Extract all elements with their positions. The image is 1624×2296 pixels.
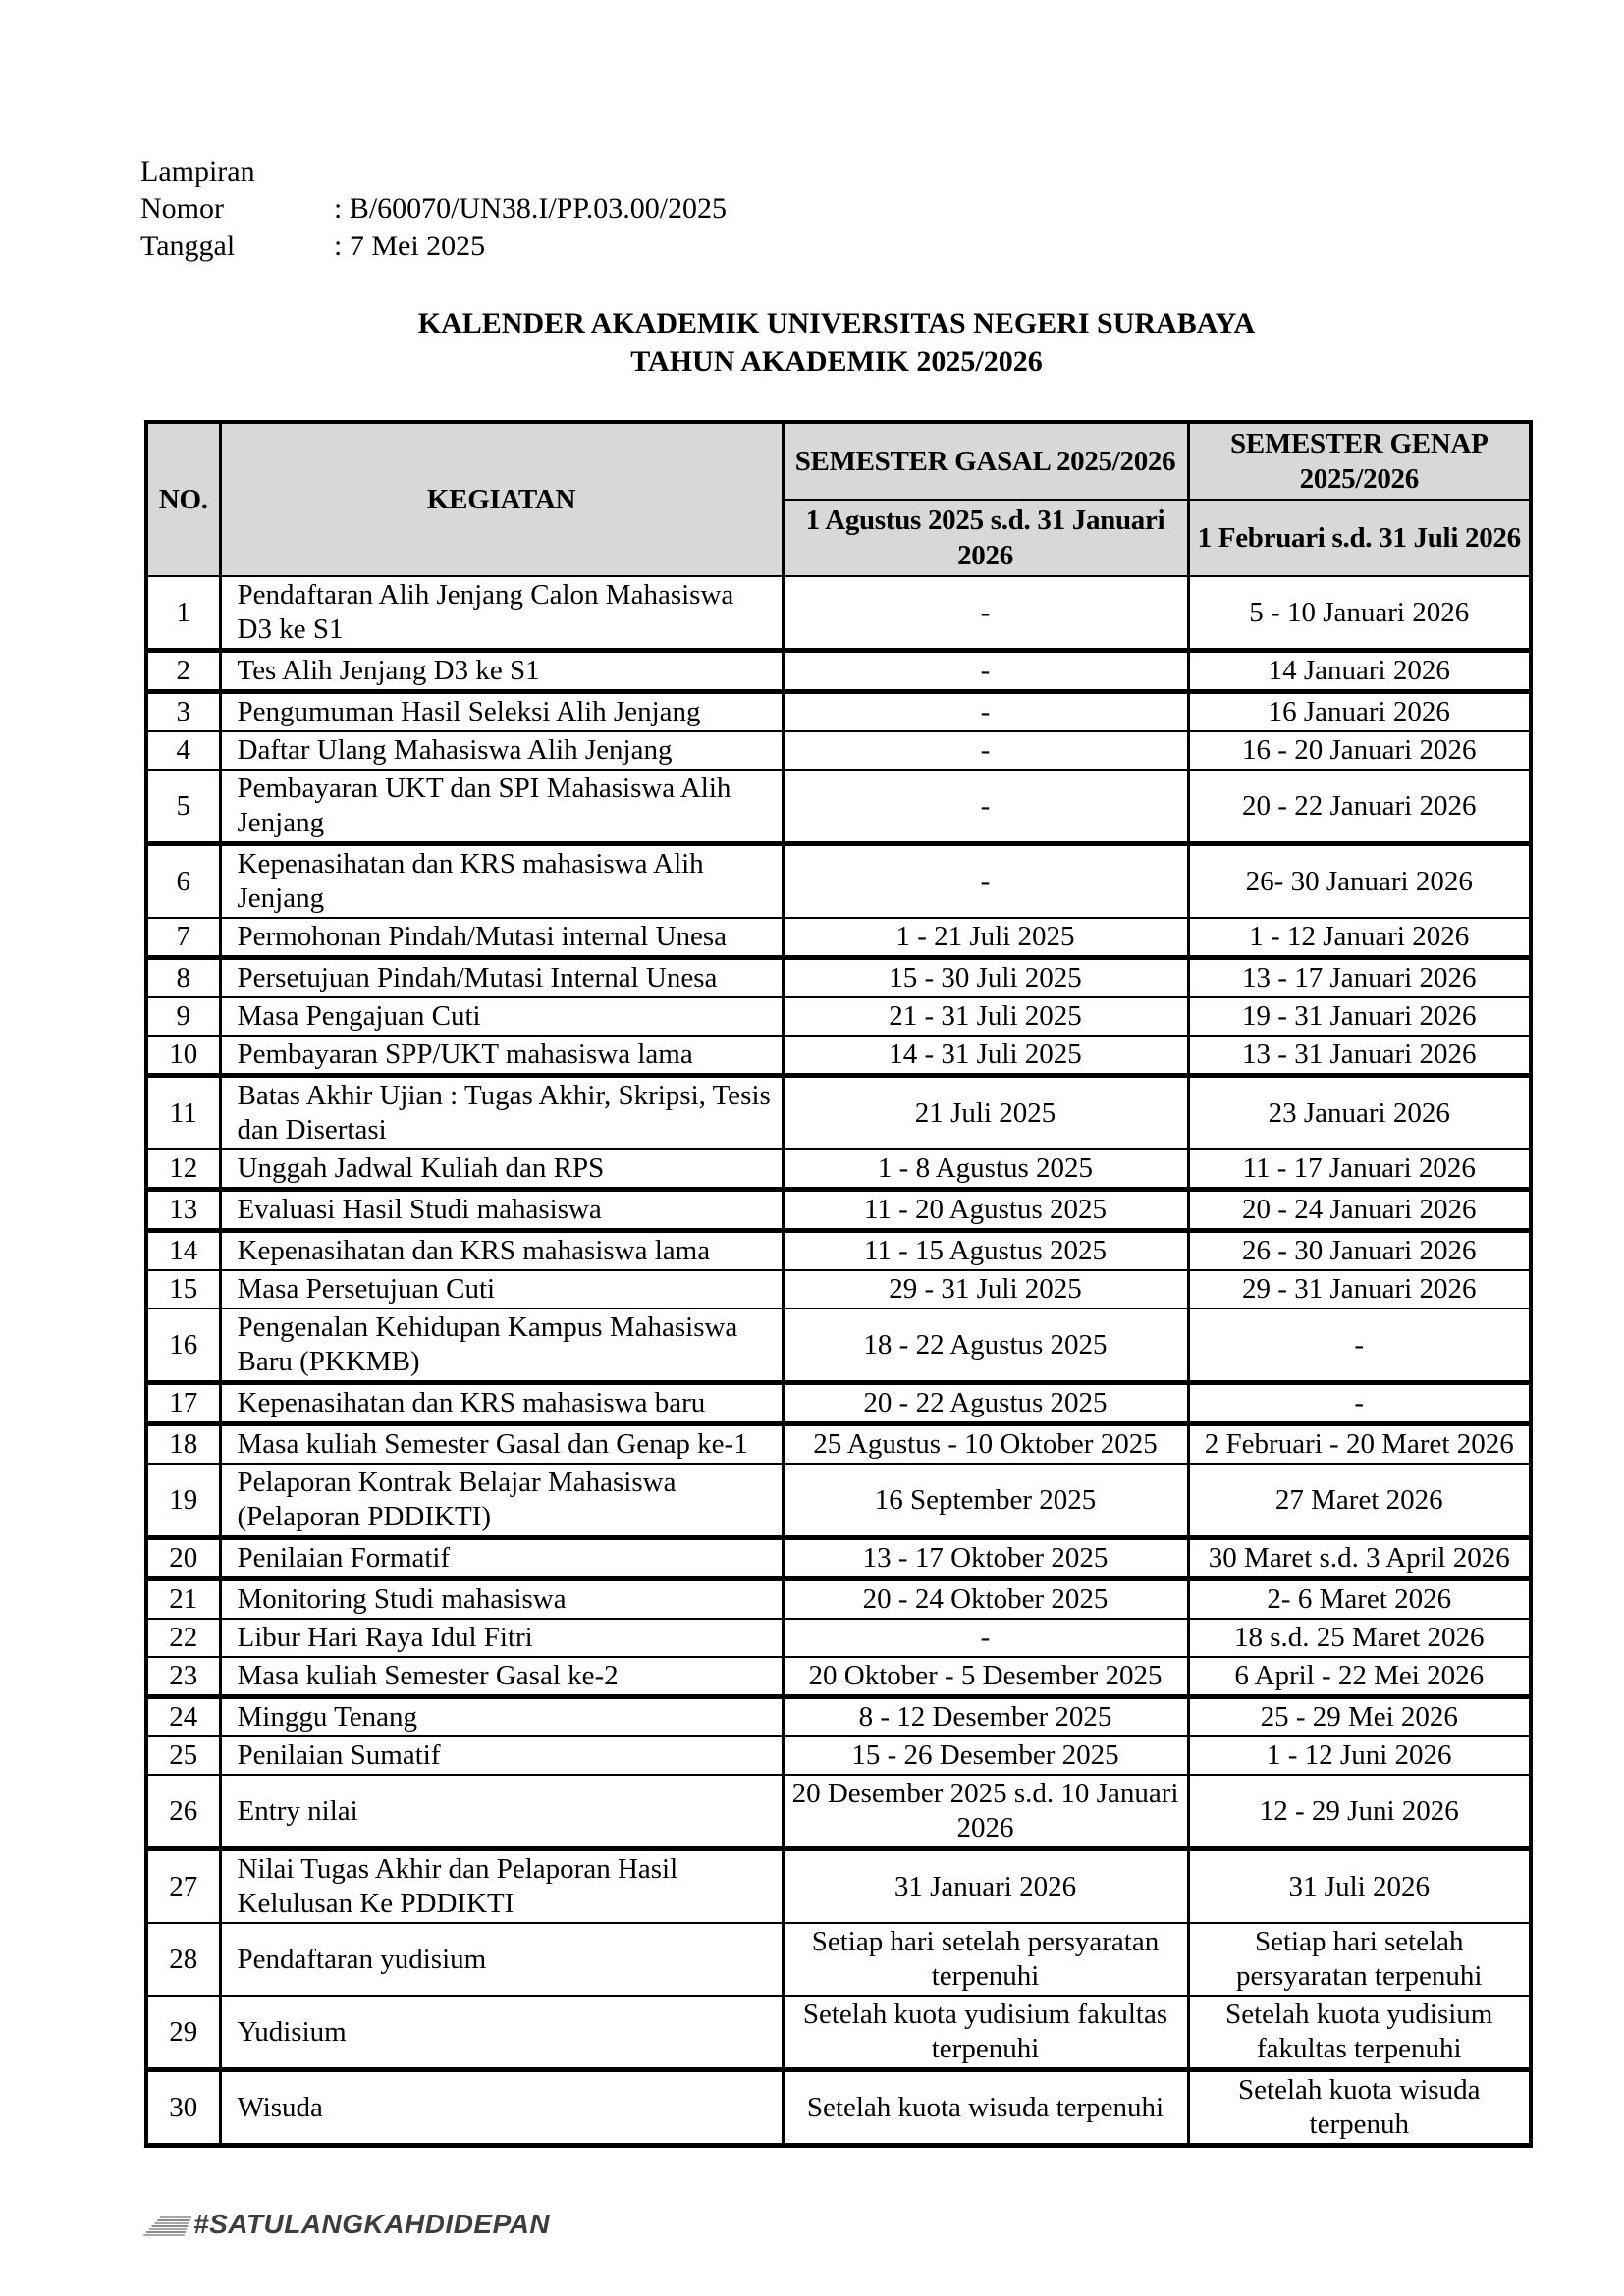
gasal-date-cell: 21 - 31 Juli 2025	[783, 997, 1188, 1036]
activity-cell: Penilaian Formatif	[220, 1538, 783, 1579]
table-row	[146, 1270, 1531, 1308]
nomor-value: : B/60070/UN38.I/PP.03.00/2025	[334, 192, 728, 225]
activity-cell: Pelaporan Kontrak Belajar Mahasiswa (Pelaporan PDDIKTI)	[220, 1464, 783, 1538]
row-number-cell: 15	[146, 1270, 220, 1308]
footer-tagline	[139, 2211, 550, 2238]
genap-date-cell: 31 Juli 2026	[1188, 1849, 1531, 1924]
nomor-label: Nomor	[140, 192, 224, 225]
genap-date-cell: 26 - 30 Januari 2026	[1188, 1231, 1531, 1271]
table-row	[146, 1996, 1531, 2070]
row-number-cell: 10	[146, 1036, 220, 1076]
genap-date-cell: 26- 30 Januari 2026	[1188, 844, 1531, 919]
table-row	[146, 651, 1531, 692]
table-row	[146, 1697, 1531, 1737]
activity-cell: Minggu Tenang	[220, 1697, 783, 1737]
row-number-cell: 19	[146, 1464, 220, 1538]
row-number-cell: 2	[146, 651, 220, 692]
row-number-cell: 18	[146, 1424, 220, 1465]
row-number-cell: 1	[146, 576, 220, 651]
activity-cell: Unggah Jadwal Kuliah dan RPS	[220, 1149, 783, 1190]
gasal-date-cell: Setiap hari setelah persyaratan terpenuhi	[783, 1923, 1188, 1996]
col-header-gasal-period: 1 Agustus 2025 s.d. 31 Januari 2026	[783, 500, 1188, 576]
genap-date-cell: 6 April - 22 Mei 2026	[1188, 1657, 1531, 1697]
col-header-kegiatan: KEGIATAN	[220, 422, 783, 576]
genap-date-cell: 1 - 12 Januari 2026	[1188, 918, 1531, 958]
col-header-no: NO.	[146, 422, 220, 576]
activity-cell: Masa kuliah Semester Gasal dan Genap ke-1	[220, 1424, 783, 1465]
gasal-date-cell: 15 - 26 Desember 2025	[783, 1736, 1188, 1775]
genap-date-cell: Setelah kuota wisuda terpenuh	[1188, 2070, 1531, 2146]
table-row	[146, 1076, 1531, 1150]
title-line-1: KALENDER AKADEMIK UNIVERSITAS NEGERI SURABAYA	[417, 307, 1256, 340]
table-row	[146, 770, 1531, 844]
gasal-date-cell: 13 - 17 Oktober 2025	[783, 1538, 1188, 1579]
row-number-cell: 21	[146, 1579, 220, 1620]
activity-cell: Entry nilai	[220, 1775, 783, 1849]
genap-date-cell: 2 Februari - 20 Maret 2026	[1188, 1424, 1531, 1465]
row-number-cell: 16	[146, 1308, 220, 1383]
table-row	[146, 692, 1531, 732]
genap-date-cell: Setiap hari setelah persyaratan terpenuhi	[1188, 1923, 1531, 1996]
row-number-cell: 9	[146, 997, 220, 1036]
gasal-date-cell: Setelah kuota wisuda terpenuhi	[783, 2070, 1188, 2146]
row-number-cell: 8	[146, 958, 220, 998]
gasal-date-cell: -	[783, 576, 1188, 651]
col-header-semester-gasal: SEMESTER GASAL 2025/2026	[783, 422, 1188, 500]
row-number-cell: 23	[146, 1657, 220, 1697]
gasal-date-cell: 8 - 12 Desember 2025	[783, 1697, 1188, 1737]
row-number-cell: 12	[146, 1149, 220, 1190]
academic-calendar-table	[144, 420, 1533, 2148]
row-number-cell: 7	[146, 918, 220, 958]
row-number-cell: 3	[146, 692, 220, 732]
calendar-table-body	[146, 576, 1531, 2146]
table-row	[146, 1775, 1531, 1849]
genap-date-cell: 5 - 10 Januari 2026	[1188, 576, 1531, 651]
gasal-date-cell: 29 - 31 Juli 2025	[783, 1270, 1188, 1308]
table-row	[146, 1579, 1531, 1620]
genap-date-cell: 20 - 22 Januari 2026	[1188, 770, 1531, 844]
gasal-date-cell: 18 - 22 Agustus 2025	[783, 1308, 1188, 1383]
activity-cell: Pembayaran UKT dan SPI Mahasiswa Alih Jenjang	[220, 770, 783, 844]
activity-cell: Yudisium	[220, 1996, 783, 2070]
gasal-date-cell: Setelah kuota yudisium fakultas terpenuhi	[783, 1996, 1188, 2070]
genap-date-cell: 20 - 24 Januari 2026	[1188, 1190, 1531, 1231]
table-header	[146, 422, 1531, 576]
table-row	[146, 1538, 1531, 1579]
table-row	[146, 1190, 1531, 1231]
row-number-cell: 14	[146, 1231, 220, 1271]
gasal-date-cell: 14 - 31 Juli 2025	[783, 1036, 1188, 1076]
genap-date-cell: 25 - 29 Mei 2026	[1188, 1697, 1531, 1737]
title-line-2: TAHUN AKADEMIK 2025/2026	[630, 346, 1043, 378]
gasal-date-cell: -	[783, 844, 1188, 919]
activity-cell: Kepenasihatan dan KRS mahasiswa Alih Jenjang	[220, 844, 783, 919]
activity-cell: Masa Pengajuan Cuti	[220, 997, 783, 1036]
gasal-date-cell: 11 - 15 Agustus 2025	[783, 1231, 1188, 1271]
header-row-1	[146, 422, 1531, 500]
gasal-date-cell: -	[783, 770, 1188, 844]
row-number-cell: 26	[146, 1775, 220, 1849]
activity-cell: Daftar Ulang Mahasiswa Alih Jenjang	[220, 731, 783, 770]
gasal-date-cell: 20 Desember 2025 s.d. 10 Januari 2026	[783, 1775, 1188, 1849]
activity-cell: Persetujuan Pindah/Mutasi Internal Unesa	[220, 958, 783, 998]
table-row	[146, 1923, 1531, 1996]
table-row	[146, 844, 1531, 919]
genap-date-cell: 14 Januari 2026	[1188, 651, 1531, 692]
row-number-cell: 25	[146, 1736, 220, 1775]
activity-cell: Penilaian Sumatif	[220, 1736, 783, 1775]
genap-date-cell: 23 Januari 2026	[1188, 1076, 1531, 1150]
table-row	[146, 958, 1531, 998]
activity-cell: Evaluasi Hasil Studi mahasiswa	[220, 1190, 783, 1231]
activity-cell: Kepenasihatan dan KRS mahasiswa lama	[220, 1231, 783, 1271]
gasal-date-cell: 31 Januari 2026	[783, 1849, 1188, 1924]
genap-date-cell: 12 - 29 Juni 2026	[1188, 1775, 1531, 1849]
tanggal-value: : 7 Mei 2025	[334, 230, 486, 262]
activity-cell: Tes Alih Jenjang D3 ke S1	[220, 651, 783, 692]
genap-date-cell: 19 - 31 Januari 2026	[1188, 997, 1531, 1036]
activity-cell: Pengumuman Hasil Seleksi Alih Jenjang	[220, 692, 783, 732]
table-row	[146, 1308, 1531, 1383]
table-row	[146, 918, 1531, 958]
genap-date-cell: 2- 6 Maret 2026	[1188, 1579, 1531, 1620]
table-row	[146, 1036, 1531, 1076]
table-row	[146, 1619, 1531, 1657]
row-number-cell: 29	[146, 1996, 220, 2070]
row-number-cell: 17	[146, 1383, 220, 1424]
genap-date-cell: 1 - 12 Juni 2026	[1188, 1736, 1531, 1775]
genap-date-cell: -	[1188, 1308, 1531, 1383]
genap-date-cell: Setelah kuota yudisium fakultas terpenuhi	[1188, 1996, 1531, 2070]
table-row	[146, 997, 1531, 1036]
activity-cell: Pengenalan Kehidupan Kampus Mahasiswa Baru (PKKMB)	[220, 1308, 783, 1383]
genap-date-cell: 29 - 31 Januari 2026	[1188, 1270, 1531, 1308]
row-number-cell: 13	[146, 1190, 220, 1231]
genap-date-cell: 11 - 17 Januari 2026	[1188, 1149, 1531, 1190]
gasal-date-cell: 11 - 20 Agustus 2025	[783, 1190, 1188, 1231]
gasal-date-cell: 20 - 24 Oktober 2025	[783, 1579, 1188, 1620]
col-header-semester-genap: SEMESTER GENAP 2025/2026	[1188, 422, 1531, 500]
table-row	[146, 1736, 1531, 1775]
activity-cell: Nilai Tugas Akhir dan Pelaporan Hasil Kelulusan Ke PDDIKTI	[220, 1849, 783, 1924]
gasal-date-cell: -	[783, 651, 1188, 692]
gasal-date-cell: 25 Agustus - 10 Oktober 2025	[783, 1424, 1188, 1465]
row-number-cell: 28	[146, 1923, 220, 1996]
genap-date-cell: 13 - 17 Januari 2026	[1188, 958, 1531, 998]
row-number-cell: 27	[146, 1849, 220, 1924]
tanggal-label: Tanggal	[140, 230, 236, 262]
gasal-date-cell: 16 September 2025	[783, 1464, 1188, 1538]
activity-cell: Masa Persetujuan Cuti	[220, 1270, 783, 1308]
activity-cell: Pendaftaran Alih Jenjang Calon Mahasiswa D3 ke S1	[220, 576, 783, 651]
lampiran-line	[140, 153, 727, 190]
gasal-date-cell: 21 Juli 2025	[783, 1076, 1188, 1150]
page-title	[144, 304, 1529, 381]
activity-cell: Wisuda	[220, 2070, 783, 2146]
table-row	[146, 1849, 1531, 1924]
tanggal-line	[140, 228, 727, 265]
table-row	[146, 1149, 1531, 1190]
table-row	[146, 1657, 1531, 1697]
activity-cell: Kepenasihatan dan KRS mahasiswa baru	[220, 1383, 783, 1424]
genap-date-cell: 16 Januari 2026	[1188, 692, 1531, 732]
hashtag-text: #SATULANGKAHDIDEPAN	[193, 2209, 551, 2239]
gasal-date-cell: 15 - 30 Juli 2025	[783, 958, 1188, 998]
gasal-date-cell: 1 - 21 Juli 2025	[783, 918, 1188, 958]
row-number-cell: 5	[146, 770, 220, 844]
gasal-date-cell: 1 - 8 Agustus 2025	[783, 1149, 1188, 1190]
gasal-date-cell: -	[783, 1619, 1188, 1657]
row-number-cell: 30	[146, 2070, 220, 2146]
row-number-cell: 24	[146, 1697, 220, 1737]
row-number-cell: 11	[146, 1076, 220, 1150]
gasal-date-cell: 20 Oktober - 5 Desember 2025	[783, 1657, 1188, 1697]
gasal-date-cell: -	[783, 692, 1188, 732]
activity-cell: Libur Hari Raya Idul Fitri	[220, 1619, 783, 1657]
row-number-cell: 4	[146, 731, 220, 770]
activity-cell: Batas Akhir Ujian : Tugas Akhir, Skripsi, Tesis dan Disertasi	[220, 1076, 783, 1150]
nomor-line	[140, 190, 727, 228]
table-row	[146, 1231, 1531, 1271]
genap-date-cell: 27 Maret 2026	[1188, 1464, 1531, 1538]
lampiran-label: Lampiran	[140, 155, 255, 187]
gasal-date-cell: 20 - 22 Agustus 2025	[783, 1383, 1188, 1424]
activity-cell: Masa kuliah Semester Gasal ke-2	[220, 1657, 783, 1697]
activity-cell: Pembayaran SPP/UKT mahasiswa lama	[220, 1036, 783, 1076]
activity-cell: Pendaftaran yudisium	[220, 1923, 783, 1996]
gasal-date-cell: -	[783, 731, 1188, 770]
table-row	[146, 1464, 1531, 1538]
row-number-cell: 6	[146, 844, 220, 919]
genap-date-cell: 18 s.d. 25 Maret 2026	[1188, 1619, 1531, 1657]
genap-date-cell: 16 - 20 Januari 2026	[1188, 731, 1531, 770]
table-row	[146, 2070, 1531, 2146]
genap-date-cell: 30 Maret s.d. 3 April 2026	[1188, 1538, 1531, 1579]
activity-cell: Monitoring Studi mahasiswa	[220, 1579, 783, 1620]
letter-meta	[140, 153, 727, 265]
table-row	[146, 576, 1531, 651]
table-row	[146, 731, 1531, 770]
table-row	[146, 1383, 1531, 1424]
genap-date-cell: -	[1188, 1383, 1531, 1424]
table-row	[146, 1424, 1531, 1465]
col-header-genap-period: 1 Februari s.d. 31 Juli 2026	[1188, 500, 1531, 576]
genap-date-cell: 13 - 31 Januari 2026	[1188, 1036, 1531, 1076]
activity-cell: Permohonan Pindah/Mutasi internal Unesa	[220, 918, 783, 958]
speed-lines-icon	[139, 2216, 196, 2237]
row-number-cell: 20	[146, 1538, 220, 1579]
row-number-cell: 22	[146, 1619, 220, 1657]
